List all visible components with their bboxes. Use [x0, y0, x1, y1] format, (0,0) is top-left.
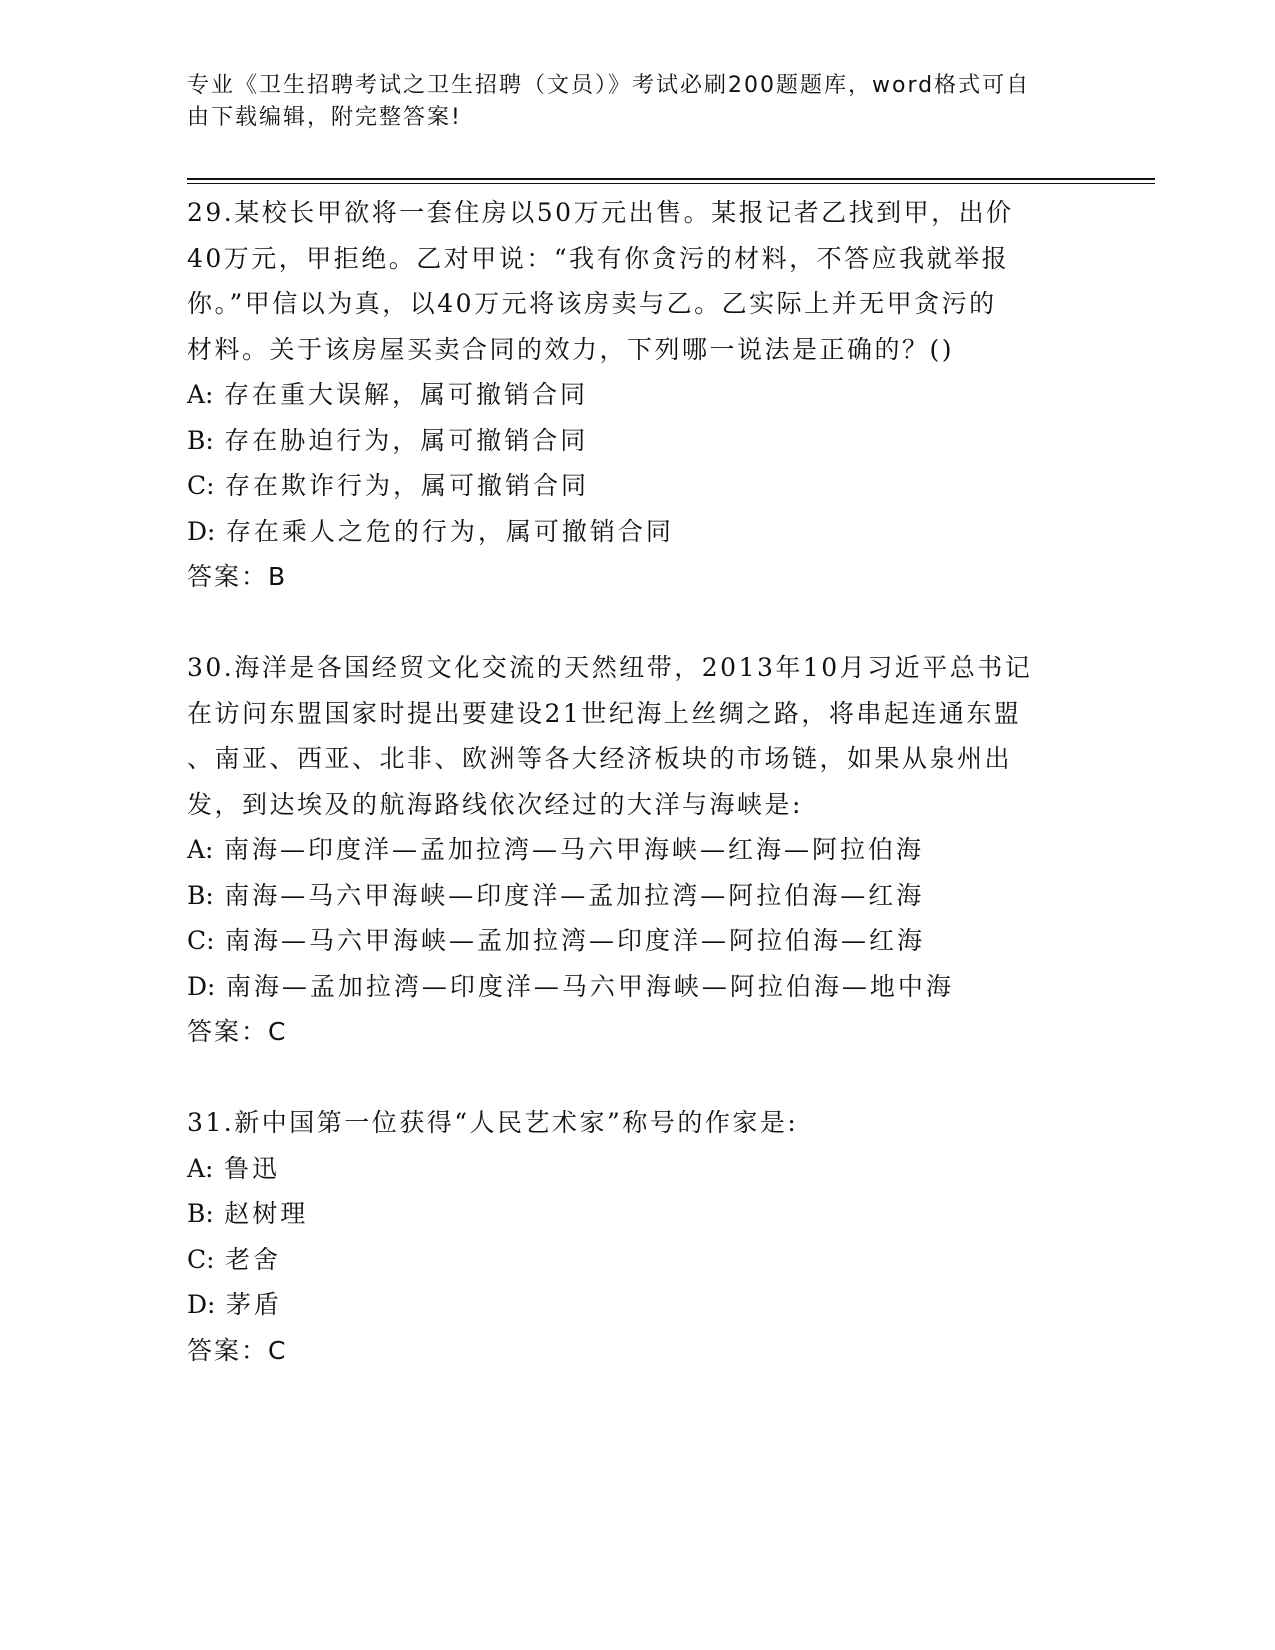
option-text: 南海—印度洋—孟加拉湾—马六甲海峡—红海—阿拉伯海 [223, 835, 924, 864]
option-key: A: [187, 1153, 214, 1183]
question-stem-line: 材料。关于该房屋买卖合同的效力，下列哪一说法是正确的？() [187, 334, 955, 364]
header-divider-thick [187, 178, 1155, 180]
option-b [187, 873, 1087, 919]
option-d [187, 1282, 1087, 1328]
question-stem-line: 29.某校长甲欲将一套住房以50万元出售。某报记者乙找到甲，出价 [187, 198, 1014, 227]
option-key: B: [187, 425, 214, 455]
option-key: B: [187, 880, 214, 910]
question-29 [187, 190, 1087, 600]
option-d [187, 964, 1087, 1010]
answer-label: 答案：C [187, 1017, 288, 1046]
header-line-2: 由下载编辑，附完整答案! [187, 105, 462, 130]
option-text: 南海—马六甲海峡—孟加拉湾—印度洋—阿拉伯海—红海 [225, 926, 926, 955]
question-stem-line: 、南亚、西亚、北非、欧洲等各大经济板块的市场链，如果从泉州出 [187, 744, 1013, 773]
option-text: 存在欺诈行为，属可撤销合同 [225, 471, 590, 500]
option-key: C: [187, 1244, 215, 1274]
option-key: C: [187, 926, 215, 955]
option-key: C: [187, 471, 215, 500]
option-key: D: [187, 516, 216, 546]
option-key: B: [187, 1199, 214, 1228]
option-a [187, 372, 1087, 418]
option-key: A: [187, 380, 214, 409]
question-stem-line: 发，到达埃及的航海路线依次经过的大洋与海峡是: [187, 789, 803, 819]
option-text: 茅盾 [225, 1290, 282, 1319]
option-key: A: [187, 835, 214, 864]
option-text: 老舍 [225, 1244, 282, 1274]
header-divider-thin [187, 183, 1155, 184]
question-stem-line: 31.新中国第一位获得“人民艺术家”称号的作家是: [187, 1108, 799, 1137]
option-text: 赵树理 [224, 1199, 309, 1228]
option-text: 存在乘人之危的行为，属可撤销合同 [225, 516, 674, 546]
question-stem-line: 30.海洋是各国经贸文化交流的天然纽带，2013年10月习近平总书记 [187, 653, 1033, 682]
question-30 [187, 645, 1087, 1055]
option-text: 鲁迅 [223, 1153, 280, 1183]
option-text: 南海—马六甲海峡—印度洋—孟加拉湾—阿拉伯海—红海 [224, 880, 925, 910]
option-text: 存在重大误解，属可撤销合同 [223, 380, 588, 409]
option-key: D: [187, 971, 216, 1001]
header-line-1: 专业《卫生招聘考试之卫生招聘（文员）》考试必刷200题题库，word格式可自 [187, 73, 1031, 98]
option-text: 南海—孟加拉湾—印度洋—马六甲海峡—阿拉伯海—地中海 [225, 971, 954, 1001]
option-a [187, 827, 1087, 873]
answer-label: 答案：C [187, 1335, 288, 1365]
option-a [187, 1146, 1087, 1192]
question-31 [187, 1100, 1087, 1373]
option-c [187, 918, 1087, 964]
option-b [187, 1191, 1087, 1237]
question-stem-line: 40万元，甲拒绝。乙对甲说：“我有你贪污的材料，不答应我就举报 [187, 243, 1010, 273]
option-text: 存在胁迫行为，属可撤销合同 [224, 425, 589, 455]
question-stem-line: 你。”甲信以为真，以40万元将该房卖与乙。乙实际上并无甲贪污的 [187, 289, 997, 318]
question-stem-line: 在访问东盟国家时提出要建设21世纪海上丝绸之路，将串起连通东盟 [187, 698, 1022, 728]
option-key: D: [187, 1290, 216, 1319]
document-header [187, 70, 1067, 134]
option-b [187, 418, 1087, 464]
option-d [187, 509, 1087, 555]
option-c [187, 1237, 1087, 1283]
option-c [187, 463, 1087, 509]
answer-label: 答案：B [187, 562, 288, 591]
